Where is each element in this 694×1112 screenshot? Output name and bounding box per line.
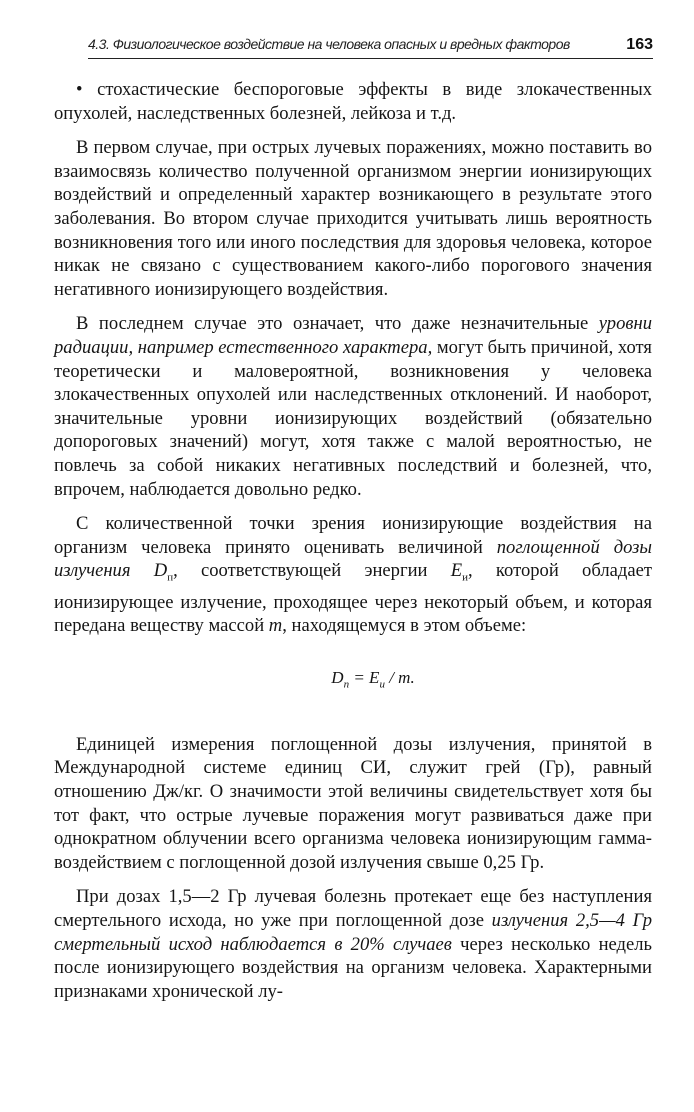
dose-formula	[54, 666, 652, 697]
bullet-text: • стохастические беспороговые эффекты в виде злокачественных опухолей, наследственных болезней, лейкоза и т.д.	[54, 79, 652, 124]
paragraph-2-emphasis: уровни радиации, например естественного характера,	[54, 313, 652, 358]
paragraph-4	[54, 733, 652, 875]
paragraph-3-mass-symbol: m	[268, 615, 283, 637]
paragraph-4-text: Единицей измерения поглощенной дозы излучения, принятой в Международной системе единиц СИ, служит грей (Гр), равный отношению Дж/кг. О значимости этой величины свидетельствует хотя бы тот факт, что острые лучевые поражения могут развиваться даже при однократном облучении всего организма человека ионизирующим гамма-воздействием с поглощенной дозой излучения свыше 0,25 Гр.	[54, 733, 652, 873]
formula-energy-sub: и	[379, 678, 385, 691]
paragraph-5-text-a: При дозах 1,5—2 Гр лучевая болезнь протекает еще без наступления смертельного исхода, но уже при поглощенной дозе	[54, 886, 652, 931]
paragraph-2-text-a: В последнем случае это означает, что даже незначительные	[76, 313, 599, 335]
paragraph-3-emphasis: поглощенной дозы излучения D	[54, 536, 652, 582]
page-number: 163	[626, 36, 653, 53]
paragraph-3-text-c: , которой обладает ионизирующее излучение, проходящее через некоторый объем, и которая передана веществу массой	[54, 560, 652, 637]
paragraph-5-emphasis: излучения 2,5—4 Гр смертельный исход наблюдается в 20% случаев	[54, 909, 652, 955]
paragraph-1-text: В первом случае, при острых лучевых поражениях, можно поставить во взаимосвязь количество полученной организмом энергии ионизирующих воздействий и определенный характер возникающего в результате этого заболевания. Во втором случае приходится учитывать лишь вероятность возникновения того или иного последствия для здоровья человека, которое никак не связано с существованием какого-либо порогового значения негативного ионизирующего воздействия.	[54, 137, 652, 300]
paragraph-3-text-a: С количественной точки зрения ионизирующие воздействия на организм человека принято оценивать величиной	[54, 513, 652, 558]
paragraph-3-text-d: , находящемуся в этом объеме:	[282, 615, 527, 637]
paragraph-3	[54, 512, 652, 638]
formula-period: .	[410, 667, 415, 687]
formula-dose: D	[331, 667, 344, 687]
paragraph-3-energy-symbol: E	[450, 560, 463, 582]
paragraph-3-sub-energy: и	[462, 572, 469, 584]
formula-dose-sub: п	[343, 678, 350, 691]
paragraph-5	[54, 885, 652, 1003]
running-header	[88, 36, 653, 59]
formula-mass: m	[398, 667, 411, 687]
paragraph-3-sub-dose: п	[167, 572, 174, 584]
paragraph-3-text-b: , соответствующей энергии	[173, 560, 451, 582]
header-title: 4.3. Физиологическое воздействие на человека опасных и вредных факторов	[88, 36, 570, 52]
formula-energy: E	[369, 667, 380, 687]
paragraph-5-text-b: через несколько недель после ионизирующего воздействия на организм человека. Характерными признаками хронической лу-	[54, 933, 652, 1002]
page-body	[54, 78, 652, 1014]
formula-equals: =	[349, 667, 370, 687]
paragraph-1	[54, 136, 652, 301]
paragraph-2	[54, 312, 652, 501]
formula-divide: /	[384, 667, 399, 687]
paragraph-bullet	[54, 78, 652, 125]
paragraph-2-text-b: могут быть причиной, хотя теоретически и маловероятной, возникновения у человека злокачественных опухолей или наследственных отклонений. И наоборот, значительные уровни ионизирующих воздействий (обязательно допороговых значений) могут, хотя также с малой вероятностью, не повлечь за собой никаких негативных последствий и болезней, что, впрочем, наблюдается довольно редко.	[54, 336, 652, 500]
